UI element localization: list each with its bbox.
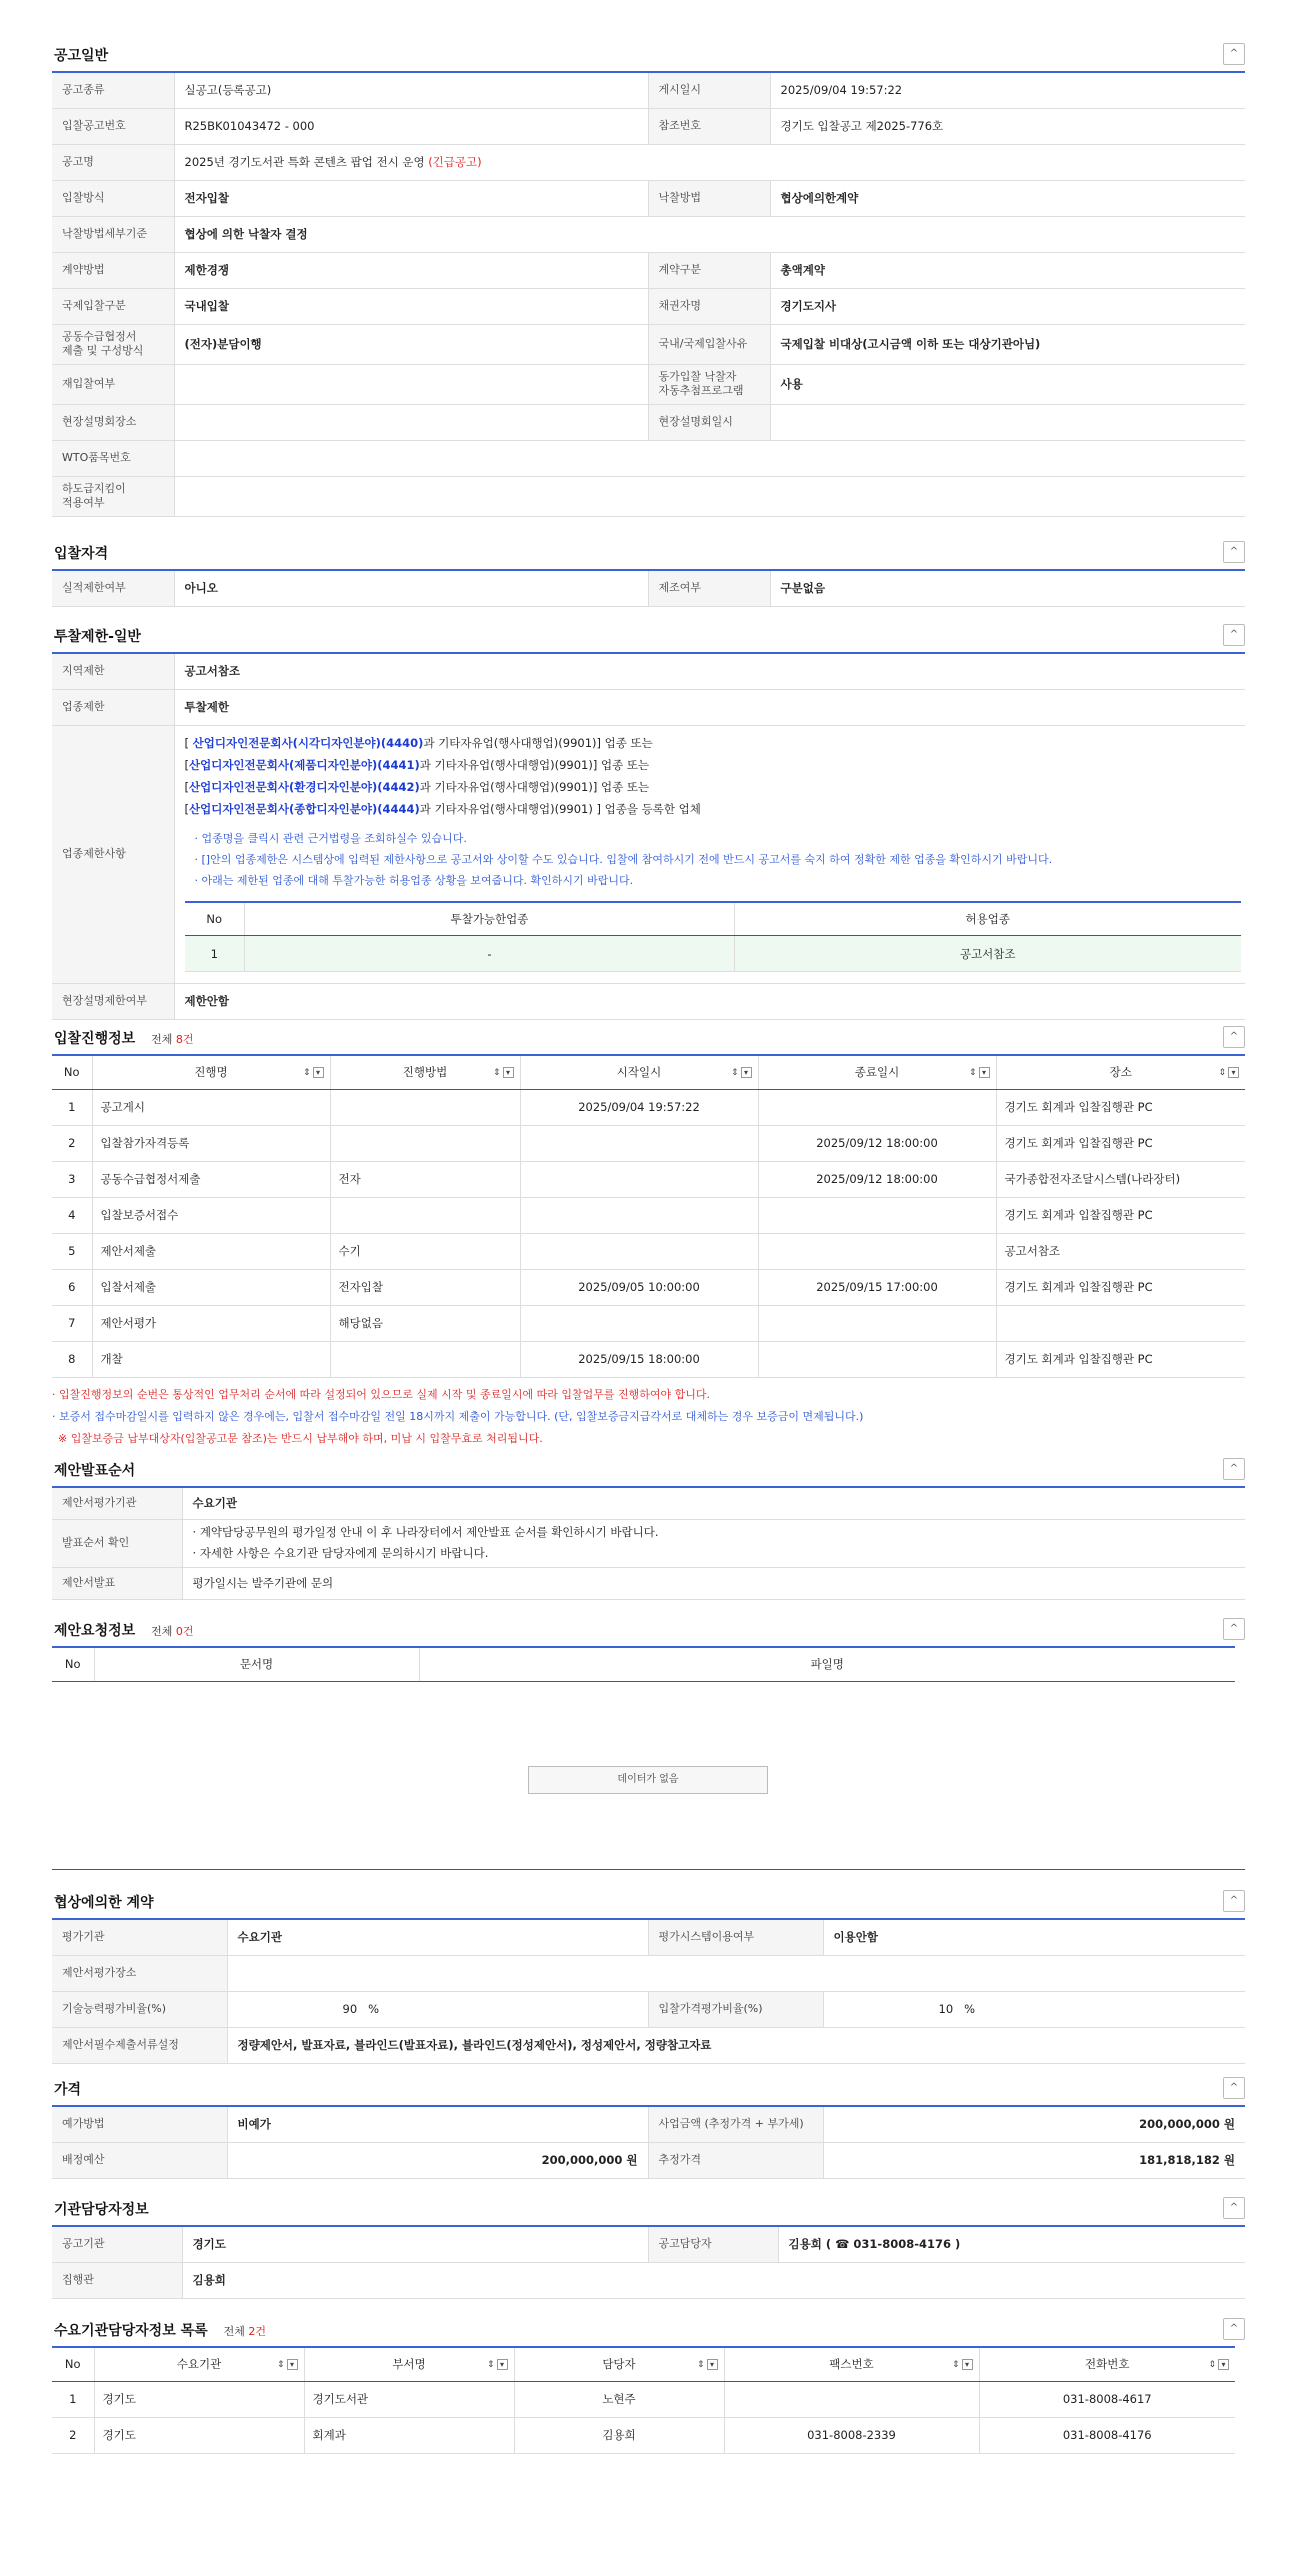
collapse-button[interactable]: ^ [1223,2197,1245,2219]
section-title-text: 입찰진행정보 [54,1031,136,1047]
value-budget: 200,000,000 원 [227,2142,648,2178]
value-creditor: 경기도지사 [770,288,1245,324]
bracket-text: [ [184,801,189,816]
count-label [151,1625,193,1638]
progress-table [52,1054,1245,1378]
value-estimate-method: 비예가 [227,2106,648,2142]
cell-method [330,1089,520,1125]
note-item: · []안의 업종제한은 시스템상에 입력된 제한사항으로 공고서와 상이할 수도 있습니다. 입찰에 참여하시기 전에 반드시 공고서를 숙지 하여 정확한 제한 업종을 확인하시기 바랍니다. [194,852,1053,866]
count-prefix: 전체 [151,1033,176,1046]
cell-no: 6 [52,1269,92,1305]
cell-no: 5 [52,1233,92,1269]
cell-place: 경기도 회계과 입찰집행관 PC [996,1125,1245,1161]
cell-method [330,1341,520,1377]
section-general [52,37,1245,517]
label-notice-agency: 공고기관 [52,2226,182,2262]
count-value: 8건 [175,1033,194,1046]
list-item: · 계약담당공무원의 평가일정 안내 이 후 나라장터에서 제안발표 순서를 확인하시기 바랍니다. [192,1525,659,1539]
col-header-start[interactable] [520,1055,758,1089]
header-text: 담당자 [602,2357,636,2372]
cell-agency: 경기도 [94,2417,304,2453]
value-auto-draw: 사용 [770,364,1245,404]
cell-place: 경기도 회계과 입찰집행관 PC [996,1269,1245,1305]
cell-step: 제안서제출 [92,1233,330,1269]
section-title: 가격 [54,2082,82,2098]
sort-icon[interactable]: ⇕ ▾ [303,1067,324,1078]
cell-no: 2 [52,1125,92,1161]
cell-fax: 031-8008-2339 [724,2417,979,2453]
value-contract-type: 총액계약 [770,252,1245,288]
header-text: 진행명 [194,1065,228,1080]
col-header-file-name: 파일명 [419,1647,1235,1681]
cell-agency: 경기도 [94,2381,304,2417]
col-header-end[interactable] [758,1055,996,1089]
header-text: 부서명 [392,2357,426,2372]
section-title: 투찰제한-일반 [54,629,141,645]
cell-allowed-bid: - [245,936,735,972]
col-header-phone[interactable] [979,2347,1235,2381]
cell-no: 4 [52,1197,92,1233]
col-header-no: No [52,1647,94,1681]
industry-line [185,754,1236,776]
bracket-text: [ [184,735,193,750]
col-header-permitted: 허용업종 [735,902,1241,936]
table-row [52,2381,1235,2417]
value-notice-type: 실공고(등록공고) [174,72,648,108]
header-text: 팩스번호 [829,2357,874,2372]
cell-permitted: 공고서참조 [735,936,1241,972]
bracket-text: [ [184,757,189,772]
table-row [52,1305,1245,1341]
value-wto [174,440,1245,476]
col-header-agency[interactable] [94,2347,304,2381]
cell-end: 2025/09/15 17:00:00 [758,1269,996,1305]
sort-icon[interactable]: ⇕ ▾ [1218,1067,1239,1078]
col-header-no: No [52,1055,92,1089]
section-title [54,2320,266,2340]
industry-link[interactable]: 산업디자인전문회사(제품디자인분야)(4441) [189,757,420,772]
col-header-dept[interactable] [304,2347,514,2381]
sort-icon[interactable]: ⇕ ▾ [969,1067,990,1078]
label-joint-supply: 공동수급협정서 제출 및 구성방식 [52,324,174,364]
label-wto: WTO품목번호 [52,440,174,476]
tech-ratio-unit: % [368,2002,380,2016]
cell-start: 2025/09/15 18:00:00 [520,1341,758,1377]
label-intl-bid: 국제입찰구분 [52,288,174,324]
header-text: 장소 [1109,1065,1132,1080]
label-intl-reason: 국내/국제입찰사유 [648,324,770,364]
label-manufacture: 제조여부 [648,570,770,606]
value-subcontract [174,476,1245,516]
value-award-method: 협상에의한계약 [770,180,1245,216]
value-performance-limit: 아니오 [174,570,648,606]
table-row [52,1125,1245,1161]
value-bid-method: 전자입찰 [174,180,648,216]
label-price-ratio: 입찰가격평가비율(%) [648,1991,823,2027]
note-text: []안의 업종제한은 시스템상에 입력된 제한사항으로 공고서와 상이할 수도 있습니다. 입찰에 참여하시기 전에 반드시 공고서를 숙지 하여 정확한 제한 업종을 확인하시기 바랍니다. [201,852,1053,866]
value-notice-officer: 김용희 ( ☎ 031-8008-4176 ) [778,2226,1245,2262]
note-guarantee: · 보증서 접수마감일시를 입력하지 않은 경우에는, 입찰서 접수마감일 전일 18시까지 제출이 가능합니다. (단, 입찰보증금지급각서로 대체하는 경우 보증금이 면제됩니다.) [52,1409,864,1423]
cell-method [330,1125,520,1161]
cell-end [758,1305,996,1341]
cell-end: 2025/09/12 18:00:00 [758,1161,996,1197]
label-presentation: 제안서발표 [52,1567,182,1599]
label-eval-agency: 제안서평가기관 [52,1487,182,1519]
label-rebid: 재입찰여부 [52,364,174,404]
label-contract-type: 계약구분 [648,252,770,288]
price-table [52,2105,1245,2179]
label-contract-method: 계약방법 [52,252,174,288]
qualification-table [52,569,1245,607]
industry-line-rest: 과 기타자유업(행사대행업)(9901)] 업종 또는 [419,779,650,794]
cell-no: 8 [52,1341,92,1377]
cell-end [758,1089,996,1125]
value-eval-org: 수요기관 [227,1919,648,1955]
cell-dept: 회계과 [304,2417,514,2453]
label-estimated-price: 추정가격 [648,2142,823,2178]
notice-name-text: 2025년 경기도서관 특화 콘텐츠 팝업 전시 운영 [184,155,425,169]
collapse-button[interactable]: ^ [1223,1618,1245,1640]
label-required-docs: 제안서필수제출서류설정 [52,2027,227,2063]
value-intl-bid: 국내입찰 [174,288,648,324]
negotiation-table [52,1918,1245,2064]
cell-start: 2025/09/04 19:57:22 [520,1089,758,1125]
cell-no: 7 [52,1305,92,1341]
cell-no: 1 [185,936,245,972]
collapse-button[interactable]: ^ [1223,2318,1245,2340]
value-industry-limit: 투찰제한 [174,689,1245,725]
cell-step: 공고게시 [92,1089,330,1125]
label-notice-type: 공고종류 [52,72,174,108]
cell-end [758,1197,996,1233]
label-budget: 배정예산 [52,2142,227,2178]
section-proposal-request [52,1612,1245,1870]
value-rebid [174,364,648,404]
price-ratio-unit: % [964,2002,976,2016]
value-eval-agency: 수요기관 [182,1487,1245,1519]
count-prefix: 전체 [223,2325,249,2338]
cell-step: 개찰 [92,1341,330,1377]
list-item-text: 계약담당공무원의 평가일정 안내 이 후 나라장터에서 제안발표 순서를 확인하시기 바랍니다. [199,1525,659,1539]
note-text: 아래는 제한된 업종에 대해 투찰가능한 허용업종 상황을 보여줍니다. 확인하시기 바랍니다. [201,873,634,887]
collapse-button[interactable]: ^ [1223,1026,1245,1048]
value-presentation: 평가일시는 발주기관에 문의 [182,1567,1245,1599]
cell-step: 입찰참가자격등록 [92,1125,330,1161]
sort-icon[interactable]: ⇕ ▾ [1208,2359,1229,2370]
label-site-limit: 현장설명제한여부 [52,983,174,1019]
count-value: 0건 [175,1625,194,1638]
section-agency-contact [52,2191,1245,2299]
label-estimate-method: 예가방법 [52,2106,227,2142]
cell-phone: 031-8008-4617 [979,2381,1235,2417]
industry-line [185,732,1236,754]
label-industry-detail: 업종제한사항 [52,725,174,983]
no-data-message: 데이터가 없음 [528,1766,768,1794]
count-value: 2건 [248,2325,267,2338]
label-award-method: 낙찰방법 [648,180,770,216]
cell-step: 입찰서제출 [92,1269,330,1305]
industry-link[interactable]: 산업디자인전문회사(시각디자인분야)(4440) [192,735,424,750]
label-region-limit: 지역제한 [52,653,174,689]
cell-step: 제안서평가 [92,1305,330,1341]
cell-end [758,1233,996,1269]
cell-officer: 김용희 [514,2417,724,2453]
value-site-briefing-place [174,404,648,440]
label-reference-number: 참조번호 [648,108,770,144]
cell-no: 1 [52,2381,94,2417]
value-notice-agency: 경기도 [182,2226,648,2262]
industry-line-rest: 과 기타자유업(행사대행업)(9901)] 업종 또는 [423,735,653,750]
cell-place: 국가종합전자조달시스템(나라장터) [996,1161,1245,1197]
label-industry-limit: 업종제한 [52,689,174,725]
collapse-button[interactable]: ^ [1223,541,1245,563]
cell-method: 수기 [330,1233,520,1269]
cell-start [520,1197,758,1233]
label-project-amount: 사업금액 (추정가격 + 부가세) [648,2106,823,2142]
presentation-table [52,1486,1245,1600]
value-eval-place [227,1955,1245,1991]
cell-no: 2 [52,2417,94,2453]
sort-icon[interactable]: ⇕ ▾ [731,1067,752,1078]
sort-icon[interactable]: ⇕ ▾ [697,2359,718,2370]
industry-line-rest: 과 기타자유업(행사대행업)(9901) ] 업종을 등록한 업체 [419,801,701,816]
col-header-doc-name: 문서명 [94,1647,419,1681]
label-notice-number: 입찰공고번호 [52,108,174,144]
cell-start [520,1125,758,1161]
allowed-industry-table [185,901,1241,973]
cell-start: 2025/09/05 10:00:00 [520,1269,758,1305]
value-site-briefing-date [770,404,1245,440]
section-title: 제안발표순서 [54,1463,136,1479]
industry-link[interactable]: 산업디자인전문회사(환경디자인분야)(4442) [189,779,420,794]
industry-detail [174,725,1245,983]
table-row [52,1089,1245,1125]
note-sequence: · 입찰진행정보의 순번은 통상적인 업무처리 순서에 따라 설정되어 있으므로 실제 시작 및 종료일시에 따라 입찰업무를 진행하여야 합니다. [52,1387,710,1401]
list-item: · 자세한 사항은 수요기관 담당자에게 문의하시기 바랍니다. [192,1546,489,1560]
sort-icon[interactable]: ⇕ ▾ [487,2359,508,2370]
agency-contact-table [52,2225,1245,2299]
count-label [151,1033,193,1046]
industry-link[interactable]: 산업디자인전문회사(종합디자인분야)(4444) [189,801,420,816]
restriction-table [52,652,1245,1020]
value-price-ratio [823,1991,1245,2027]
value-reference-number: 경기도 입찰공고 제2025-776호 [770,108,1245,144]
col-header-officer[interactable] [514,2347,724,2381]
value-estimated-price: 181,818,182 원 [823,2142,1245,2178]
cell-step: 공동수급협정서제출 [92,1161,330,1197]
demand-agency-table [52,2346,1235,2454]
section-title: 공고일반 [54,48,109,64]
value-award-detail: 협상에 의한 낙찰자 결정 [174,216,1245,252]
label-eval-org: 평가기관 [52,1919,227,1955]
sort-icon[interactable]: ⇕ ▾ [493,1067,514,1078]
value-posted-at: 2025/09/04 19:57:22 [770,72,1245,108]
col-header-fax[interactable] [724,2347,979,2381]
cell-start [520,1233,758,1269]
value-manufacture: 구분없음 [770,570,1245,606]
header-text: 시작일시 [616,1065,662,1080]
table-row [52,1233,1245,1269]
cell-place [996,1305,1245,1341]
col-header-method[interactable] [330,1055,520,1089]
value-order-check [182,1519,1245,1567]
sort-icon[interactable]: ⇕ ▾ [277,2359,298,2370]
header-text: 종료일시 [854,1065,900,1080]
industry-line [185,798,1236,820]
section-title-text: 수요기관담당자정보 목록 [54,2323,208,2339]
section-title [54,1028,194,1048]
label-bid-method: 입찰방식 [52,180,174,216]
section-bid-progress [52,1020,1245,1450]
value-project-amount: 200,000,000 원 [823,2106,1245,2142]
cell-officer: 노현주 [514,2381,724,2417]
label-site-briefing-date: 현장설명회일시 [648,404,770,440]
label-auto-draw: 동가입찰 낙찰자 자동추첨프로그램 [648,364,770,404]
cell-no: 3 [52,1161,92,1197]
col-header-place[interactable] [996,1055,1245,1089]
section-demand-agency-contacts [52,2312,1245,2454]
header-text: 진행방법 [402,1065,448,1080]
value-notice-name [174,144,1245,180]
cell-place: 경기도 회계과 입찰집행관 PC [996,1341,1245,1377]
cell-step: 입찰보증서접수 [92,1197,330,1233]
header-text: 수요기관 [176,2357,222,2372]
collapse-button[interactable]: ^ [1223,1458,1245,1480]
count-prefix: 전체 [151,1625,176,1638]
label-award-detail: 낙찰방법세부기준 [52,216,174,252]
header-text: 전화번호 [1085,2357,1130,2372]
label-order-check: 발표순서 확인 [52,1519,182,1567]
section-title [54,1620,194,1640]
section-presentation-order [52,1452,1245,1600]
industry-line-rest: 과 기타자유업(행사대행업)(9901)] 업종 또는 [419,757,650,772]
cell-phone: 031-8008-4176 [979,2417,1235,2453]
section-bid-restriction [52,618,1245,1020]
collapse-button[interactable]: ^ [1223,624,1245,646]
note-item: · 업종명을 클릭시 관련 근거법령을 조회하실수 있습니다. [194,831,467,845]
col-header-no: No [52,2347,94,2381]
collapse-button[interactable]: ^ [1223,43,1245,65]
urgent-badge: (긴급공고) [428,155,482,169]
label-creditor: 채권자명 [648,288,770,324]
table-row [52,1197,1245,1233]
value-eval-system: 이용안함 [823,1919,1245,1955]
value-required-docs: 정량제안서, 발표자료, 블라인드(발표자료), 블라인드(정성제안서), 정성제안서, 정량참고자료 [227,2027,1245,2063]
tech-ratio-number: 90 [342,2002,358,2016]
industry-line [185,776,1236,798]
table-row [52,1341,1245,1377]
label-eval-system: 평가시스템이용여부 [648,1919,823,1955]
note-deposit: ※ 입찰보증금 납부대상자(입찰공고문 참조)는 반드시 납부해야 하며, 미납 시 입찰무효로 처리됩니다. [58,1431,543,1445]
sort-icon[interactable]: ⇕ ▾ [952,2359,973,2370]
label-notice-officer: 공고담당자 [648,2226,778,2262]
note-text: 업종명을 클릭시 관련 근거법령을 조회하실수 있습니다. [201,831,467,845]
count-label [224,2325,266,2338]
value-contract-method: 제한경쟁 [174,252,648,288]
value-notice-number: R25BK01043472 - 000 [174,108,648,144]
section-title: 입찰자격 [54,546,109,562]
cell-dept: 경기도서관 [304,2381,514,2417]
col-header-allowed-bid: 투찰가능한업종 [245,902,735,936]
cell-method [330,1197,520,1233]
section-title-text: 제안요청정보 [54,1623,136,1639]
label-eval-place: 제안서평가장소 [52,1955,227,1991]
label-tech-ratio: 기술능력평가비율(%) [52,1991,227,2027]
label-performance-limit: 실적제한여부 [52,570,174,606]
progress-notes [52,1384,1245,1450]
section-title: 협상에의한 계약 [54,1895,154,1911]
section-title: 기관담당자정보 [54,2202,149,2218]
cell-end [758,1341,996,1377]
cell-start [520,1305,758,1341]
label-executor: 집행관 [52,2262,182,2298]
cell-fax [724,2381,979,2417]
general-table [52,71,1245,517]
value-executor: 김용희 [182,2262,1245,2298]
section-qualification [52,535,1245,607]
section-price [52,2071,1245,2179]
label-posted-at: 게시일시 [648,72,770,108]
table-row [52,2417,1235,2453]
label-site-briefing-place: 현장설명회장소 [52,404,174,440]
value-intl-reason: 국제입찰 비대상(고시금액 이하 또는 대상기관아님) [770,324,1245,364]
collapse-button[interactable]: ^ [1223,2077,1245,2099]
table-row [52,1161,1245,1197]
value-joint-supply: (전자)분담이행 [174,324,648,364]
section-negotiation [52,1884,1245,2064]
bracket-text: [ [184,779,189,794]
cell-place: 공고서참조 [996,1233,1245,1269]
label-notice-name: 공고명 [52,144,174,180]
col-header-no: No [185,902,245,936]
note-item: · 아래는 제한된 업종에 대해 투찰가능한 허용업종 상황을 보여줍니다. 확인하시기 바랍니다. [194,873,634,887]
col-header-step[interactable] [92,1055,330,1089]
proposal-table [52,1646,1235,1682]
cell-start [520,1161,758,1197]
cell-no: 1 [52,1089,92,1125]
value-region-limit: 공고서참조 [174,653,1245,689]
cell-method: 해당없음 [330,1305,520,1341]
cell-place: 경기도 회계과 입찰집행관 PC [996,1089,1245,1125]
label-subcontract: 하도급지킴이 적용여부 [52,476,174,516]
value-site-limit: 제한안함 [174,983,1245,1019]
cell-method: 전자 [330,1161,520,1197]
cell-end: 2025/09/12 18:00:00 [758,1125,996,1161]
cell-method: 전자입찰 [330,1269,520,1305]
price-ratio-number: 10 [938,2002,954,2016]
cell-place: 경기도 회계과 입찰집행관 PC [996,1197,1245,1233]
list-item-text: 자세한 사항은 수요기관 담당자에게 문의하시기 바랍니다. [199,1546,489,1560]
value-tech-ratio [227,1991,648,2027]
collapse-button[interactable]: ^ [1223,1890,1245,1912]
table-row [52,1269,1245,1305]
